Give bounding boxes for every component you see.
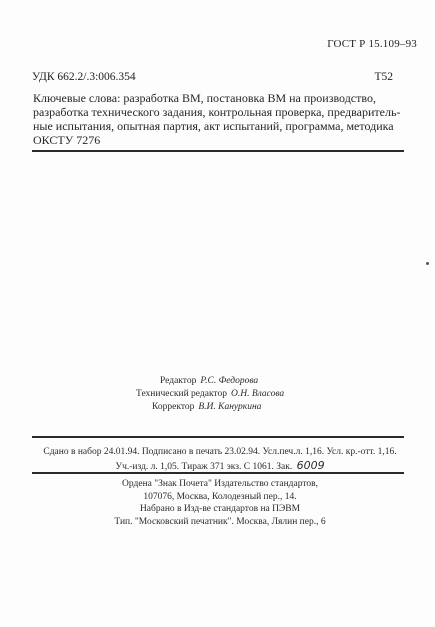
proofreader-role: Корректор (152, 402, 195, 412)
credit-tech-editor (136, 388, 284, 400)
divider-print-bottom (32, 472, 404, 474)
keywords-block (33, 91, 403, 147)
publisher-line: Ордена "Знак Почета" Издательство стандартов, (122, 479, 318, 489)
divider-top (32, 150, 404, 152)
udk-code: УДК 662.2/.3:006.354 (32, 71, 136, 83)
scan-artifact (426, 262, 429, 265)
editor-name: Р.С. Федорова (200, 376, 259, 386)
tech-editor-role: Технический редактор (136, 389, 227, 399)
printer-info: Тип. "Московский печатник". Москва, Лялин пер., 6 (114, 516, 326, 527)
standard-number: ГОСТ Р 15.109–93 (327, 38, 417, 50)
print-info-line: Сдано в набор 24.01.94. Подписано в печать 23.02.94. Усл.печ.л. 1,16. Усл. кр.-отт. 1,16. (43, 447, 397, 457)
group-code: Т52 (374, 71, 393, 83)
print-info-edition: Уч.-изд. л. 1,05. Тираж 371 экз. С 1061. (115, 462, 274, 472)
credit-editor (160, 375, 258, 387)
publisher-info (60, 478, 380, 528)
tech-editor-name: О.Н. Власова (230, 389, 285, 399)
classification-row (32, 71, 393, 83)
typeset-info: Набрано в Изд-ве стандартов на ПЭВМ (139, 504, 301, 514)
publisher-address: 107076, Москва, Колодезный пер., 14. (143, 491, 297, 502)
order-number: 6009 (296, 459, 325, 472)
editor-role: Редактор (160, 376, 197, 386)
keywords-line: ные испытания, опытная партия, акт испытаний, программа, методика (33, 119, 394, 133)
proofreader-name: В.И. Кануркина (198, 402, 262, 412)
keywords-line: Ключевые слова: разработка ВМ, постановка ВМ на производство, (33, 91, 376, 105)
credit-proofreader (152, 401, 261, 413)
okstu-code: ОКСТУ 7276 (33, 133, 101, 147)
order-label: Зак. (276, 462, 293, 472)
keywords-line: разработка технического задания, контрольная проверка, предваритель- (33, 105, 401, 119)
print-info (34, 446, 406, 474)
divider-print-top (32, 436, 404, 438)
